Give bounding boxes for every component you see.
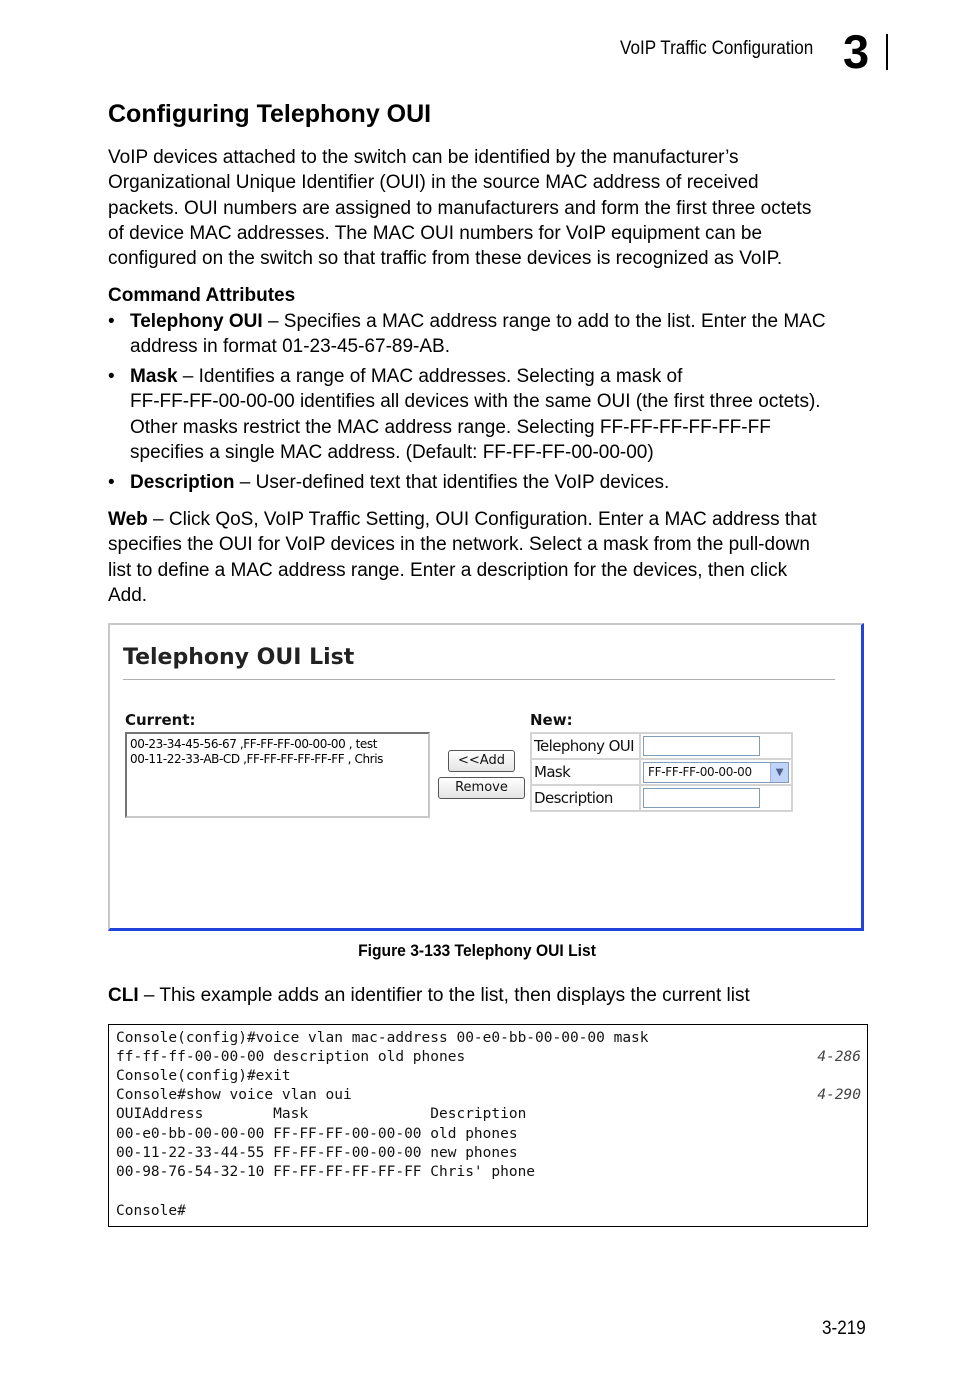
web-line: – Click QoS, VoIP Traffic Setting, OUI Configuration. Enter a MAC address that — [147, 509, 817, 530]
code-line: Console(config)#voice vlan mac-address 00-e0-bb-00-00-00 mask — [116, 1030, 649, 1046]
mask-selected-value: FF-FF-FF-00-00-00 — [648, 764, 752, 779]
attribute-desc: Other masks restrict the MAC address range. Selecting FF-FF-FF-FF-FF-FF — [130, 416, 771, 438]
cli-text: – This example adds an identifier to the list, then displays the current list — [138, 985, 750, 1006]
attributes-heading: Command Attributes — [108, 285, 296, 306]
web-line: list to define a MAC address range. Enter a description for the devices, then click — [108, 559, 788, 581]
current-oui-listbox[interactable] — [125, 732, 430, 818]
code-line: ff-ff-ff-00-00-00 description old phones — [116, 1049, 466, 1065]
code-line: Console(config)#exit — [116, 1068, 291, 1084]
bullet-dot: • — [108, 472, 115, 493]
chapter-number: 3 — [843, 25, 870, 78]
figure-divider — [123, 679, 835, 680]
list-item[interactable]: 00-23-34-45-56-67 ,FF-FF-FF-00-00-00 , test — [130, 737, 378, 751]
attribute-desc: – User-defined text that identifies the VoIP devices. — [234, 472, 670, 493]
telephony-oui-figure — [108, 623, 864, 931]
intro-line: of device MAC addresses. The MAC OUI numbers for VoIP equipment can be — [108, 222, 763, 244]
mask-select[interactable] — [643, 762, 789, 783]
attribute-desc: FF-FF-FF-00-00-00 identifies all devices with the same OUI (the first three octets). — [130, 391, 821, 413]
page-number: 3-219 — [822, 1318, 866, 1339]
telephony-oui-label: Telephony OUI — [531, 733, 640, 759]
bullet-dot: • — [108, 366, 115, 387]
cli-term: CLI — [108, 985, 139, 1006]
web-line: specifies the OUI for VoIP devices in the network. Select a mask from the pull-down — [108, 534, 810, 556]
description-input[interactable] — [643, 788, 760, 808]
code-page-ref: 4-286 — [817, 1049, 861, 1065]
intro-line: Organizational Unique Identifier (OUI) in the source MAC address of received — [108, 172, 759, 194]
web-term: Web — [108, 509, 148, 530]
telephony-oui-input[interactable] — [643, 736, 760, 756]
intro-line: VoIP devices attached to the switch can be identified by the manufacturer’s — [108, 147, 739, 168]
attribute-desc: specifies a single MAC address. (Default: FF-FF-FF-00-00-00) — [130, 441, 654, 463]
attribute-term: Telephony OUI — [130, 311, 263, 332]
attribute-term: Mask — [130, 366, 178, 387]
code-line: 00-98-76-54-32-10 FF-FF-FF-FF-FF-FF Chris' phone — [116, 1164, 536, 1180]
description-label: Description — [531, 785, 640, 811]
running-header-title: VoIP Traffic Configuration — [620, 38, 814, 59]
intro-line: packets. OUI numbers are assigned to manufacturers and form the first three octets — [108, 197, 812, 219]
code-line: 00-e0-bb-00-00-00 FF-FF-FF-00-00-00 old phones — [116, 1126, 518, 1142]
intro-paragraph — [108, 145, 868, 271]
code-page-ref: 4-290 — [817, 1087, 861, 1103]
cli-paragraph — [108, 983, 868, 1008]
chapter-divider — [886, 34, 888, 70]
cli-code-block — [108, 1024, 868, 1227]
code-line: 00-11-22-33-44-55 FF-FF-FF-00-00-00 new phones — [116, 1145, 518, 1161]
code-line: OUIAddress Mask Description — [116, 1106, 527, 1122]
new-label: New: — [530, 711, 573, 729]
attribute-term: Description — [130, 472, 235, 493]
attribute-desc: address in format 01-23-45-67-89-AB. — [130, 336, 450, 358]
new-oui-form — [530, 732, 793, 812]
attribute-desc: – Identifies a range of MAC addresses. Selecting a mask of — [177, 366, 683, 387]
section-heading: Configuring Telephony OUI — [108, 100, 432, 128]
figure-title: Telephony OUI List — [123, 645, 355, 670]
code-line: Console#show voice vlan oui — [116, 1087, 352, 1103]
mask-label: Mask — [531, 759, 640, 785]
add-button[interactable]: <<Add — [448, 750, 515, 772]
remove-button[interactable]: Remove — [438, 777, 525, 799]
current-label: Current: — [125, 711, 196, 729]
web-line: Add. — [108, 584, 148, 606]
attribute-desc: – Specifies a MAC address range to add to the list. Enter the MAC — [262, 311, 826, 332]
bullet-dot: • — [108, 311, 115, 332]
intro-line: configured on the switch so that traffic from these devices is recognized as VoIP. — [108, 248, 783, 270]
chevron-down-icon[interactable]: ▼ — [770, 763, 788, 782]
list-item[interactable]: 00-11-22-33-AB-CD ,FF-FF-FF-FF-FF-FF , Chris — [130, 752, 383, 766]
web-paragraph — [108, 507, 868, 608]
figure-caption: Figure 3-133 Telephony OUI List — [358, 941, 596, 960]
code-line: Console# — [116, 1203, 186, 1219]
